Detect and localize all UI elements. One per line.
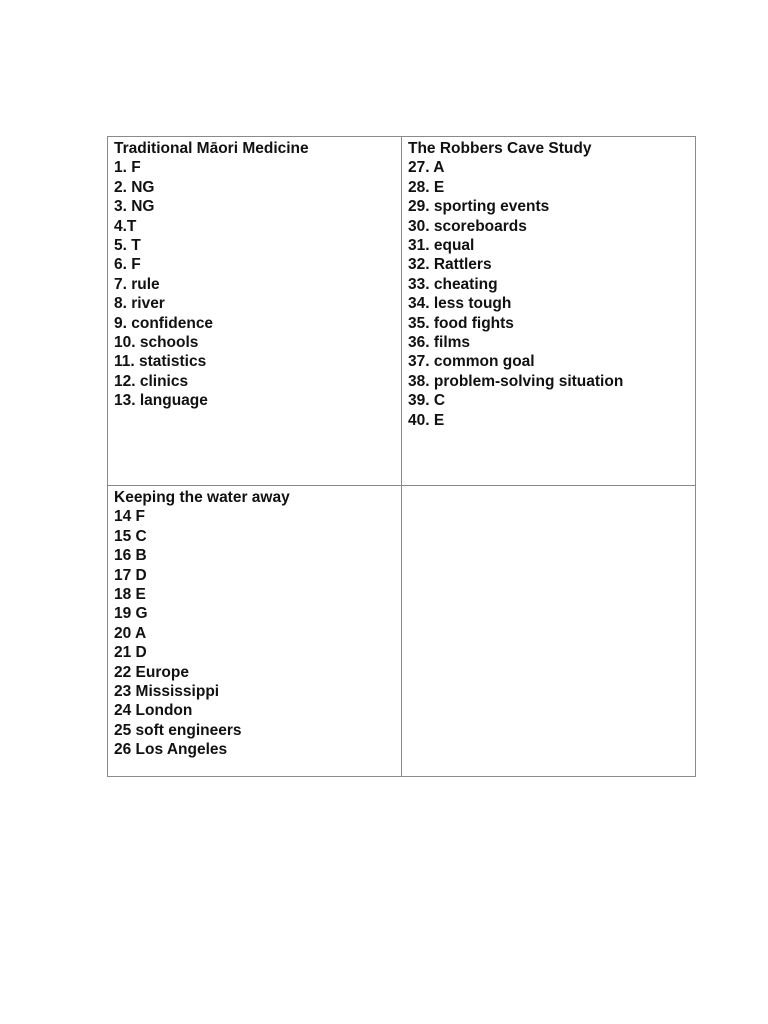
answer-item: 8. river [114,295,165,313]
section-list [108,137,401,411]
answer-item: 10. schools [114,334,199,352]
answer-item: 11. statistics [114,353,207,371]
answer-item: 31. equal [408,237,475,255]
answer-item: 5. T [114,237,141,255]
answer-item: 22 Europe [114,663,189,681]
answer-item: 12. clinics [114,372,189,390]
answer-item: 20 A [114,624,147,642]
answer-item: 23 Mississippi [114,683,220,701]
answer-item: 9. confidence [114,314,214,332]
answer-item: 34. less tough [408,295,512,313]
answer-item: 35. food fights [408,314,514,332]
answer-item: 37. common goal [408,353,535,371]
answer-item: 26 Los Angeles [114,741,228,759]
answer-item: 40. E [408,411,445,429]
answer-item: 13. language [114,392,208,410]
answer-item: 2. NG [114,178,155,196]
section-title: Keeping the water away [114,489,290,506]
answer-item: 15 C [114,527,147,545]
answer-item: 7. rule [114,275,160,293]
section-list [108,486,401,760]
answer-item: 28. E [408,178,445,196]
answer-item: 33. cheating [408,275,498,293]
answer-item: 18 E [114,586,146,604]
answer-item: 32. Rattlers [408,256,492,274]
answer-item: 27. A [408,159,445,177]
answer-item: 6. F [114,256,141,274]
answer-item: 19 G [114,605,148,623]
answer-item: 21 D [114,644,147,662]
section-cell-maori-medicine [108,137,402,486]
answer-item: 17 D [114,566,147,584]
section-cell-robbers-cave [402,137,696,486]
answer-item: 36. films [408,334,471,352]
answer-item: 1. F [114,159,141,177]
answer-item: 38. problem-solving situation [408,372,624,390]
section-title: The Robbers Cave Study [408,140,592,157]
section-list [402,137,695,430]
answer-item: 30. scoreboards [408,217,527,235]
answer-key-table [107,136,696,777]
answer-item: 16 B [114,547,147,565]
answer-item: 4.T [114,217,137,235]
answer-item: 25 soft engineers [114,721,242,739]
answer-item: 24 London [114,702,193,720]
section-cell-keeping-water-away [108,486,402,777]
answer-item: 39. C [408,392,446,410]
answer-item: 3. NG [114,198,155,216]
answer-item: 29. sporting events [408,198,550,216]
answer-item: 14 F [114,508,146,526]
section-title: Traditional Māori Medicine [114,140,309,157]
empty-cell [402,486,696,777]
